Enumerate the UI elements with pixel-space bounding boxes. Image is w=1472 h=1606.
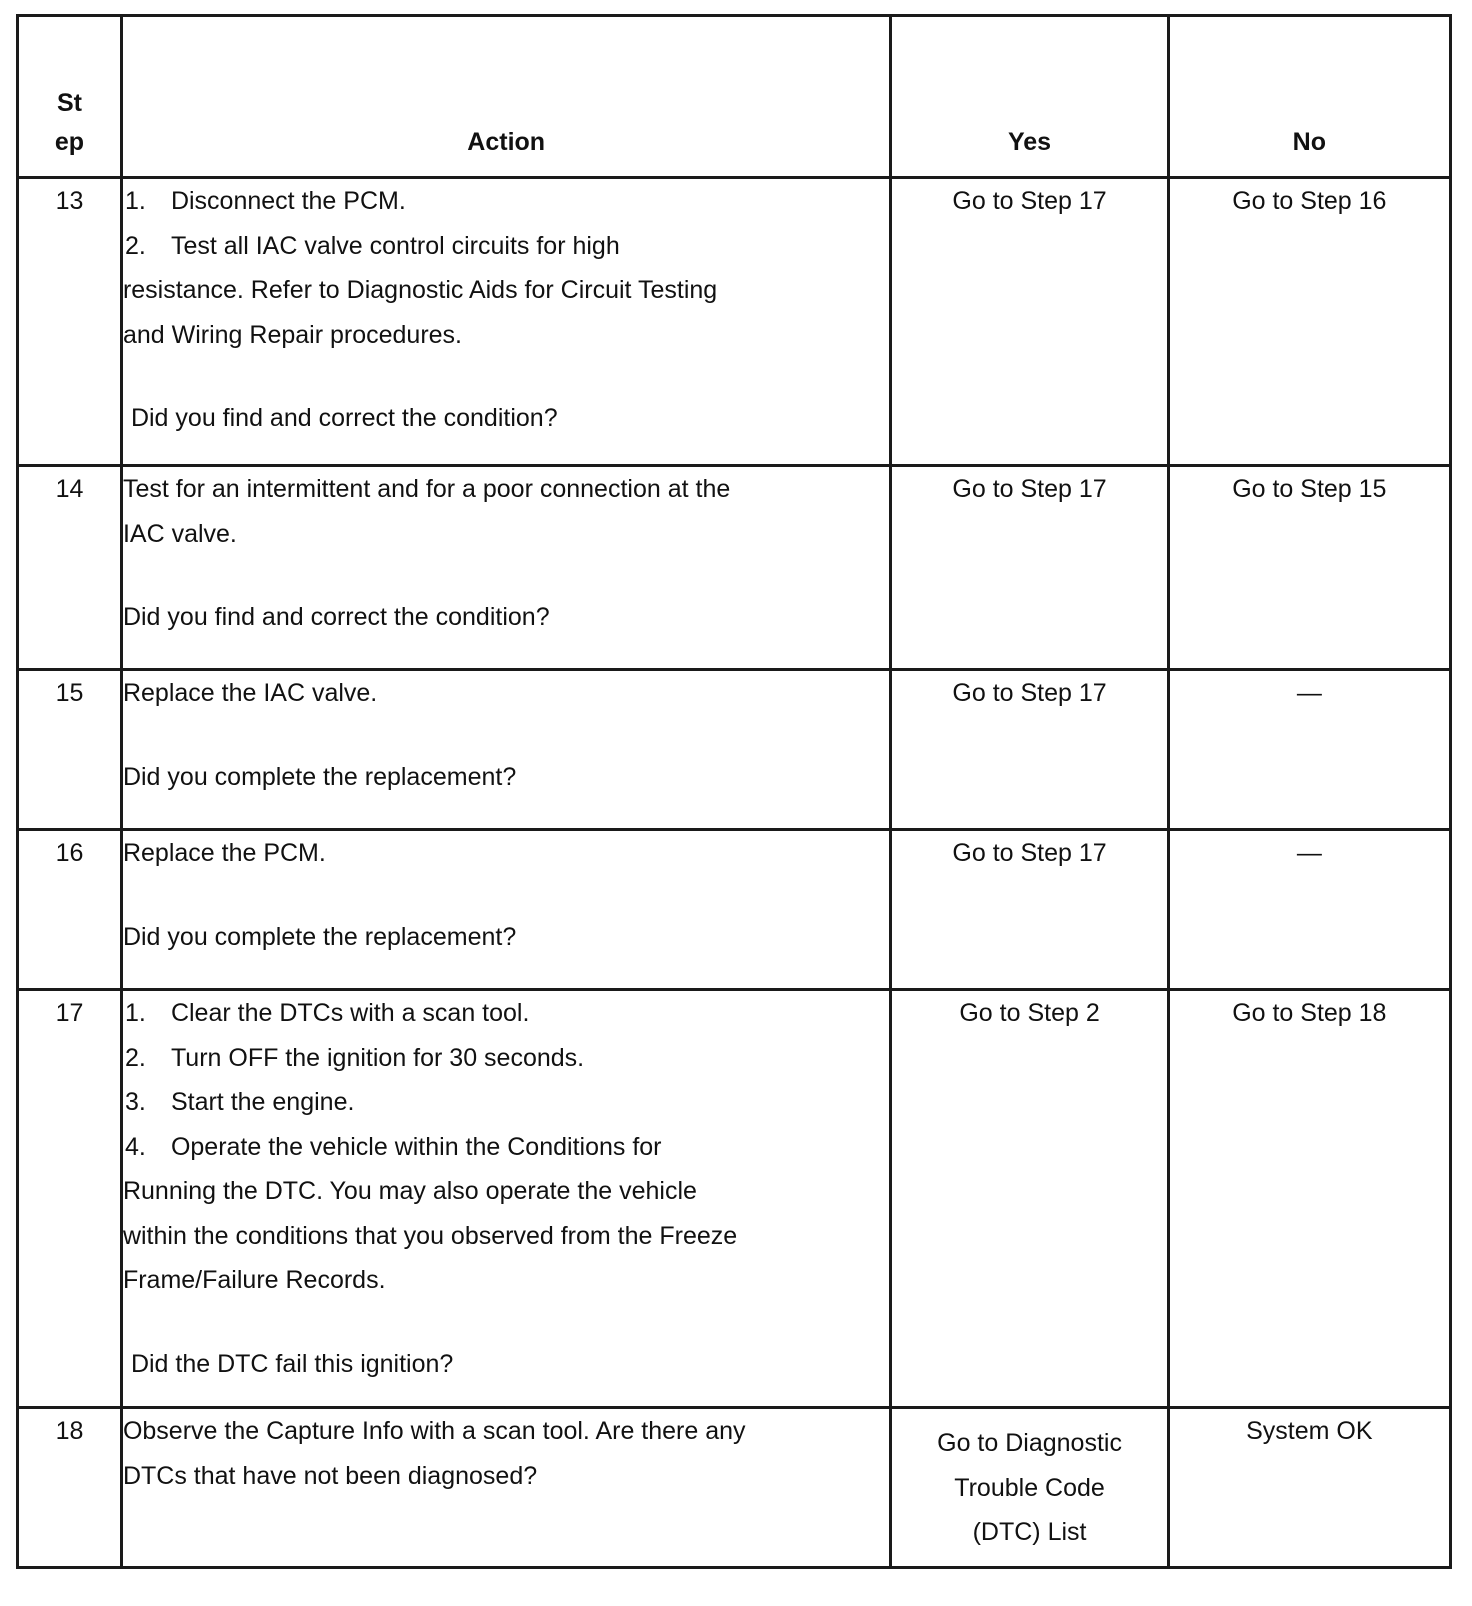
action-question: Did the DTC fail this ignition? — [130, 1349, 454, 1378]
list-number: 1. — [124, 187, 146, 215]
action-text: Running the DTC. You may also operate the vehicle — [122, 1177, 697, 1205]
list-number: 2. — [124, 231, 146, 260]
no-cell: Go to Step 16 — [1168, 178, 1450, 466]
step-number: 13 — [18, 178, 122, 466]
table-row — [18, 670, 1451, 830]
action-cell — [121, 178, 890, 466]
step-number: 15 — [18, 670, 122, 830]
step-number: 14 — [18, 466, 122, 670]
list-number: 3. — [124, 1088, 146, 1116]
list-item — [123, 1036, 889, 1081]
yes-cell: Go to Step 17 — [891, 670, 1168, 830]
action-question: Did you complete the replacement? — [122, 922, 517, 951]
yes-cell: Go to Step 2 — [891, 990, 1168, 1408]
action-text: Replace the PCM. — [122, 839, 326, 867]
list-text: Turn OFF the ignition for 30 seconds. — [170, 1043, 585, 1072]
action-text: and Wiring Repair procedures. — [122, 320, 463, 349]
list-item — [123, 1125, 889, 1170]
action-question: Did you find and correct the condition? — [130, 404, 558, 432]
list-item — [123, 1080, 889, 1125]
action-text: Replace the IAC valve. — [122, 679, 378, 707]
yes-text-line: (DTC) List — [972, 1518, 1087, 1546]
table-header-row — [18, 16, 1451, 178]
list-number: 2. — [124, 1043, 146, 1072]
header-step — [18, 16, 122, 178]
diagnostic-table — [16, 14, 1452, 1569]
table-row — [18, 178, 1451, 466]
header-step-line2: ep — [54, 128, 85, 156]
yes-cell: Go to Step 17 — [891, 178, 1168, 466]
table-row — [18, 990, 1451, 1408]
list-number: 1. — [124, 999, 146, 1027]
no-cell: — — [1168, 670, 1450, 830]
header-action: Action — [121, 16, 890, 178]
action-cell — [121, 466, 890, 670]
no-cell: Go to Step 18 — [1168, 990, 1450, 1408]
step-number: 17 — [18, 990, 122, 1408]
action-text: DTCs that have not been diagnosed? — [122, 1461, 538, 1490]
action-text: resistance. Refer to Diagnostic Aids for Circuit Testing — [122, 276, 718, 304]
list-text: Test all IAC valve control circuits for high — [170, 231, 620, 260]
action-text: Observe the Capture Info with a scan tool. Are there any — [122, 1417, 746, 1445]
step-number: 16 — [18, 830, 122, 990]
action-text: Frame/Failure Records. — [122, 1266, 386, 1294]
list-item — [123, 991, 889, 1036]
action-question: Did you complete the replacement? — [122, 762, 517, 791]
action-text: IAC valve. — [122, 519, 237, 548]
header-no: No — [1168, 16, 1450, 178]
list-text: Clear the DTCs with a scan tool. — [170, 999, 530, 1027]
yes-text-line: Trouble Code — [954, 1473, 1105, 1502]
yes-cell: Go to Step 17 — [891, 830, 1168, 990]
yes-cell — [891, 1408, 1168, 1568]
header-step-line1: St — [56, 89, 82, 117]
table-row — [18, 1408, 1451, 1568]
no-cell: Go to Step 15 — [1168, 466, 1450, 670]
action-question: Did you find and correct the condition? — [122, 603, 550, 631]
list-text: Operate the vehicle within the Conditions for — [170, 1132, 662, 1161]
no-cell: — — [1168, 830, 1450, 990]
action-cell — [121, 1408, 890, 1568]
table-row — [18, 830, 1451, 990]
action-cell — [121, 670, 890, 830]
list-item — [123, 224, 889, 269]
step-number: 18 — [18, 1408, 122, 1568]
list-number: 4. — [124, 1132, 146, 1161]
action-cell — [121, 830, 890, 990]
no-cell: System OK — [1168, 1408, 1450, 1568]
table-row — [18, 466, 1451, 670]
action-cell — [121, 990, 890, 1408]
header-yes: Yes — [891, 16, 1168, 178]
yes-text-line: Go to Diagnostic — [937, 1429, 1122, 1457]
list-item — [123, 179, 889, 224]
list-text: Start the engine. — [170, 1088, 355, 1116]
yes-cell: Go to Step 17 — [891, 466, 1168, 670]
action-text: Test for an intermittent and for a poor connection at the — [122, 475, 731, 503]
list-text: Disconnect the PCM. — [170, 187, 406, 215]
action-text: within the conditions that you observed from the Freeze — [122, 1221, 738, 1250]
